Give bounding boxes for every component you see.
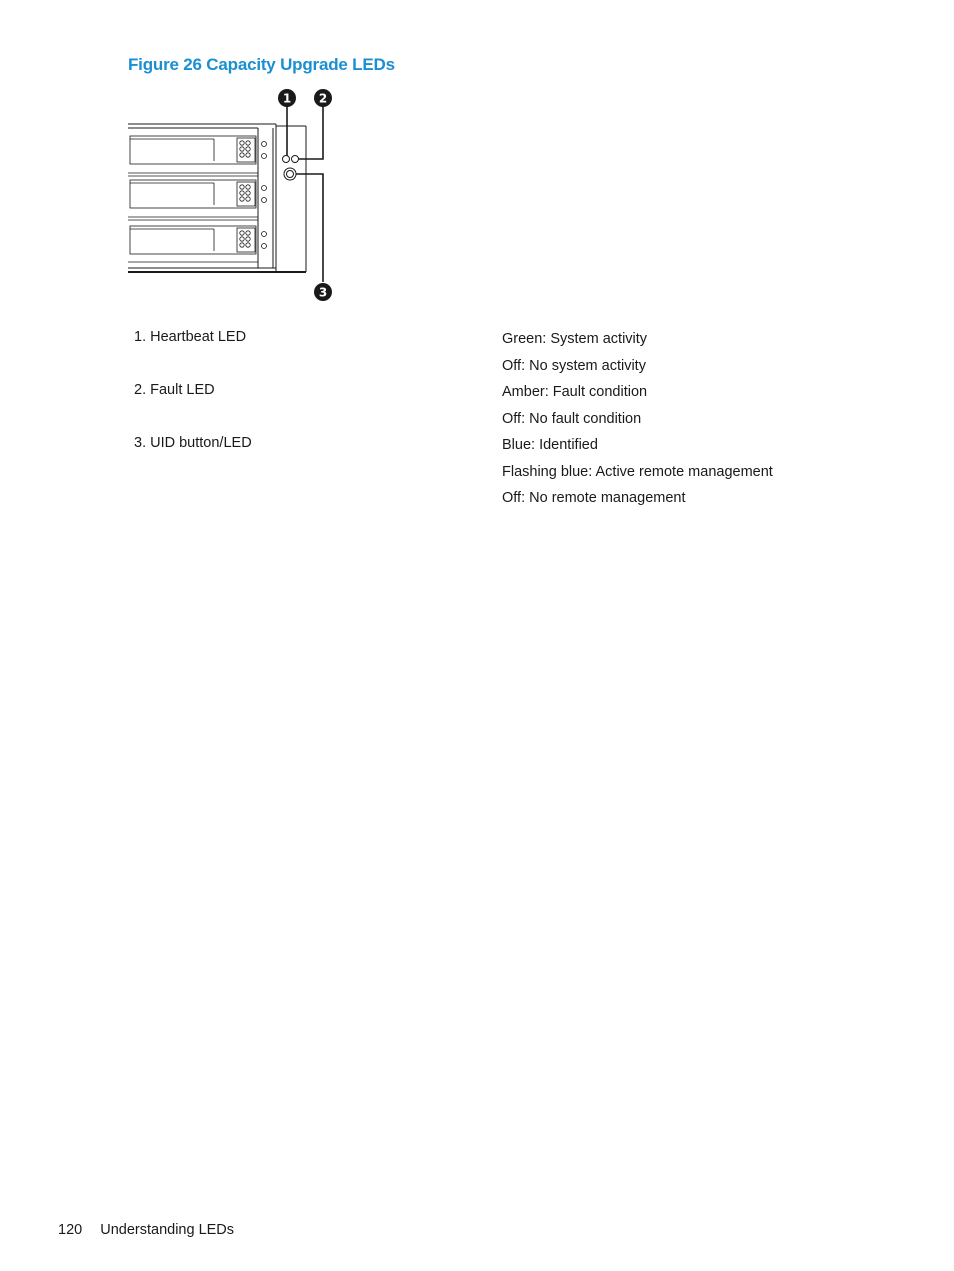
led-term: 2. Fault LED — [134, 382, 215, 398]
fault-led-icon — [292, 156, 299, 163]
svg-text:3: 3 — [318, 285, 328, 300]
led-row-fault — [134, 380, 794, 433]
led-states — [502, 382, 647, 435]
callout-3 — [314, 283, 332, 301]
uid-button-icon — [284, 168, 296, 180]
led-states — [502, 329, 647, 382]
page-footer — [58, 1222, 234, 1238]
led-legend-table — [134, 327, 794, 513]
page-number: 120 — [58, 1222, 83, 1238]
led-row-uid — [134, 433, 794, 513]
drive-bay-1 — [130, 136, 267, 164]
chassis-diagram — [126, 86, 346, 308]
heartbeat-led-icon — [283, 156, 290, 163]
svg-text:2: 2 — [318, 91, 328, 106]
drive-bay-3 — [130, 226, 267, 254]
drive-bay-2 — [130, 180, 267, 208]
led-state: Green: System activity — [502, 331, 648, 347]
figure-caption: Figure 26 Capacity Upgrade LEDs — [128, 55, 395, 74]
led-state: Flashing blue: Active remote management — [502, 463, 773, 480]
led-term: 1. Heartbeat LED — [134, 329, 247, 345]
capacity-upgrade-figure — [126, 86, 346, 313]
led-states — [502, 435, 773, 515]
led-term: 3. UID button/LED — [134, 435, 252, 451]
led-state: Blue: Identified — [502, 437, 598, 453]
callout-2 — [314, 89, 332, 107]
led-state: Off: No system activity — [502, 357, 646, 374]
callout-1 — [278, 89, 296, 107]
section-title: Understanding LEDs — [100, 1222, 235, 1238]
led-state: Off: No fault condition — [502, 410, 642, 427]
led-row-heartbeat — [134, 327, 794, 380]
svg-text:1: 1 — [282, 91, 292, 106]
led-state: Amber: Fault condition — [502, 384, 648, 400]
led-state: Off: No remote management — [502, 490, 686, 506]
